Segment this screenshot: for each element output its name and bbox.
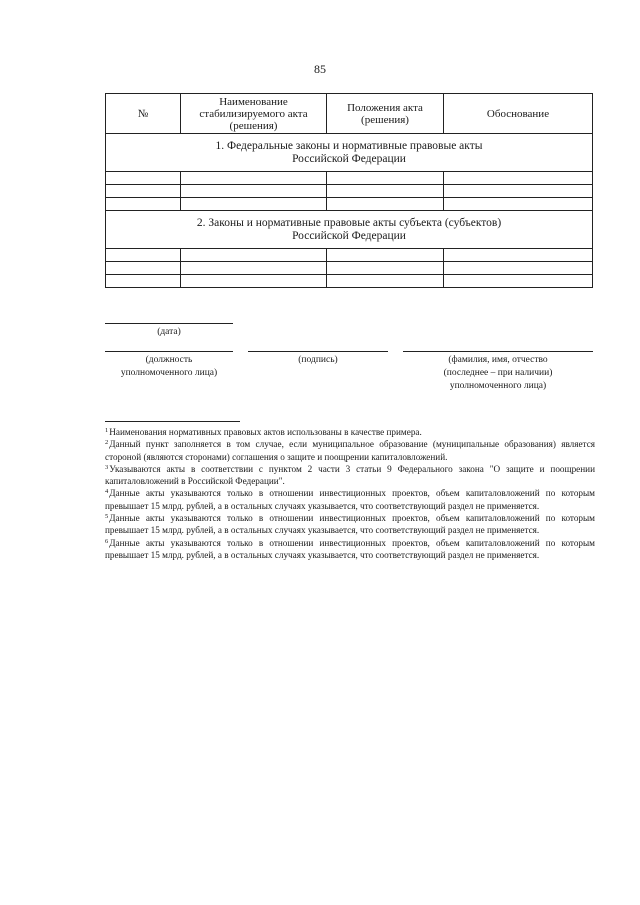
date-line (105, 323, 233, 324)
table-cell (106, 185, 181, 198)
footnote (105, 426, 595, 438)
full-name-caption-line: (последнее – при наличии) (443, 368, 553, 378)
table-cell (327, 275, 444, 288)
table-row (106, 275, 593, 288)
table-cell (181, 275, 327, 288)
table-cell (327, 262, 444, 275)
table-cell (106, 198, 181, 211)
full-name-caption-line: (фамилия, имя, отчество (448, 355, 548, 365)
table-cell (327, 185, 444, 198)
table-cell (444, 249, 593, 262)
footnote-separator (105, 421, 240, 422)
table-cell (181, 172, 327, 185)
section-row (106, 211, 593, 249)
position-caption-line: уполномоченного лица) (120, 368, 218, 378)
position-caption-line: (должность (145, 355, 193, 365)
table-row (106, 262, 593, 275)
section-title-line: Российской Федерации (292, 152, 406, 165)
stabilized-acts-table (105, 93, 593, 288)
section-title-line: 1. Федеральные законы и нормативные правовые акты (215, 139, 483, 152)
footnote (105, 512, 595, 537)
header-number: № (106, 94, 181, 134)
footnote-mark: 2 (105, 439, 109, 447)
position-line (105, 351, 233, 352)
footnote-text: Наименования нормативных правовых актов использованы в качестве примера. (109, 427, 422, 437)
table-header-row (106, 94, 593, 134)
table-cell (106, 172, 181, 185)
footnote (105, 463, 595, 488)
page-number: 85 (314, 62, 326, 76)
table-row (106, 198, 593, 211)
footnote (105, 487, 595, 512)
date-caption: (дата) (157, 327, 181, 337)
full-name-caption (403, 354, 593, 393)
footnote-text: Данные акты указываются только в отношении инвестиционных проектов, объем капиталовложений по которым превышает 15 млрд. рублей, а в остальных случаях указывается, что соответствующий раздел не применяется. (105, 488, 595, 511)
footnote-text: Данные акты указываются только в отношении инвестиционных проектов, объем капиталовложений по которым превышает 15 млрд. рублей, а в остальных случаях указывается, что соответствующий раздел не применяется. (105, 537, 595, 560)
section-title-line: Российской Федерации (292, 229, 406, 242)
footnote (105, 537, 595, 562)
footnote (105, 438, 595, 463)
footnote-text: Указываются акты в соответствии с пунктом 2 части 3 статьи 9 Федерального закона "О защите и поощрении капиталовложений в Российской Федерации". (105, 463, 595, 487)
header-act-name: Наименование стабилизируемого акта (решения) (181, 94, 327, 134)
table-cell (181, 185, 327, 198)
section-title-federal (106, 134, 593, 172)
section-row (106, 134, 593, 172)
full-name-caption-line: уполномоченного лица) (449, 381, 547, 391)
header-justification: Обоснование (444, 94, 593, 134)
table-cell (444, 198, 593, 211)
footnote-mark: 6 (105, 537, 109, 545)
footnote-mark: 1 (105, 427, 109, 434)
footnote-mark: 3 (105, 463, 109, 471)
table-cell (444, 185, 593, 198)
section-title-line: 2. Законы и нормативные правовые акты субъекта (субъектов) (196, 216, 502, 229)
table-cell (106, 249, 181, 262)
signature-caption: (подпись) (298, 355, 338, 365)
table-cell (327, 249, 444, 262)
header-act-provisions: Положения акта (решения) (327, 94, 444, 134)
table-cell (181, 249, 327, 262)
table-cell (106, 262, 181, 275)
table-cell (327, 198, 444, 211)
position-caption (95, 354, 243, 380)
table-cell (181, 198, 327, 211)
table-cell (444, 262, 593, 275)
full-name-line (403, 351, 593, 352)
section-title-regional (106, 211, 593, 249)
footnotes (105, 426, 595, 561)
table-cell (444, 275, 593, 288)
table-row (106, 172, 593, 185)
table-cell (106, 275, 181, 288)
signature-line (248, 351, 388, 352)
footnote-text: Данные акты указываются только в отношении инвестиционных проектов, объем капиталовложений по которым превышает 15 млрд. рублей, а в остальных случаях указывается, что соответствующий раздел не применяется. (105, 513, 595, 536)
table-cell (327, 172, 444, 185)
footnote-mark: 4 (105, 488, 109, 496)
table-row (106, 249, 593, 262)
table-cell (444, 172, 593, 185)
footnote-mark: 5 (105, 513, 109, 521)
table-row (106, 185, 593, 198)
footnote-text: Данный пункт заполняется в том случае, если муниципальное образование (муниципальные образования) является стороной (являются сторонами) соглашения о защите и поощрении капиталовложений. (105, 439, 595, 462)
table-cell (181, 262, 327, 275)
